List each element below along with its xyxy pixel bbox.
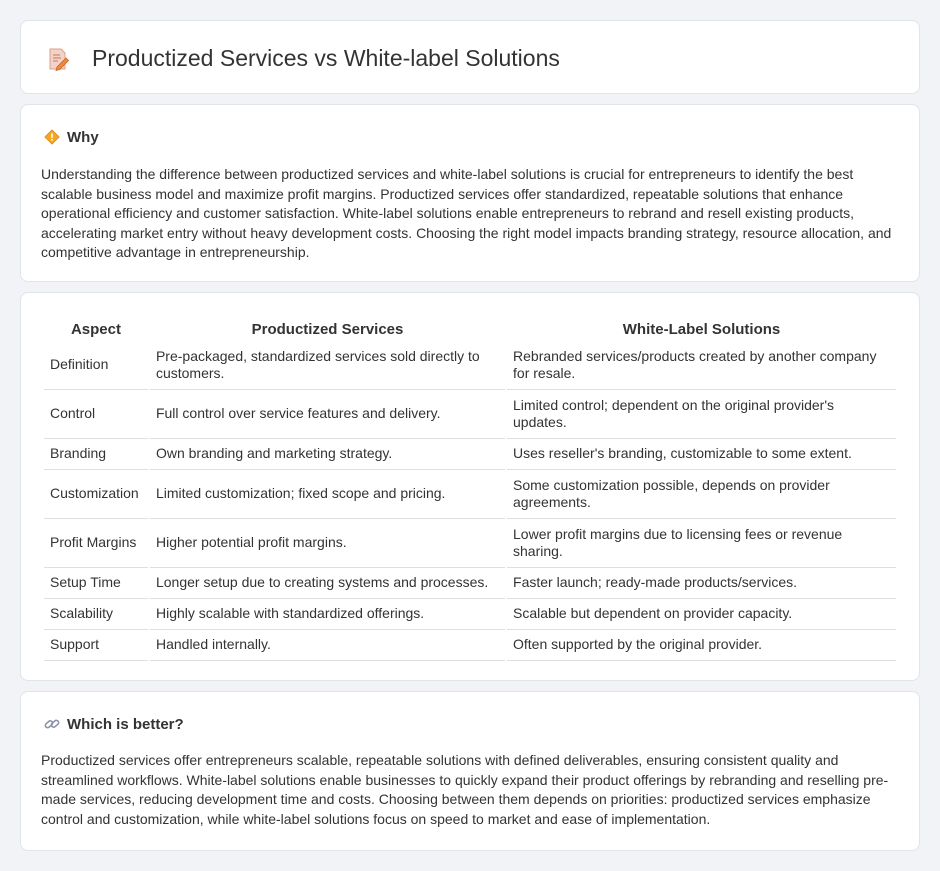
row-productized: Longer setup due to creating systems and processes. — [150, 568, 505, 599]
which-is-better-title: Which is better? — [67, 716, 184, 733]
row-white-label: Faster launch; ready-made products/services. — [507, 568, 896, 599]
row-white-label: Often supported by the original provider. — [507, 630, 896, 661]
diamond-warning-icon — [43, 128, 61, 146]
comparison-section — [20, 292, 920, 681]
why-title: Why — [67, 129, 99, 146]
why-text: Understanding the difference between productized services and white-label solutions is crucial for entrepreneurs to identify the best scalable business model and maximize profit margins. Productized services offer standardized, repeatable solutions that enhance operational efficiency and customer satisfaction. White-label solutions enable entrepreneurs to rebrand and resell existing products, accelerating market entry without heavy development costs. Choosing the right model impacts branding strategy, resource allocation, and competitive advantage in entrepreneurship. — [41, 166, 892, 261]
header-productized: Productized Services — [251, 321, 404, 338]
row-productized: Pre-packaged, standardized services sold directly to customers. — [150, 341, 505, 390]
which-is-better-section — [20, 691, 920, 851]
row-white-label: Rebranded services/products created by another company for resale. — [507, 341, 896, 390]
table-row — [44, 470, 896, 519]
row-aspect: Customization — [44, 470, 148, 519]
header-card — [20, 20, 920, 94]
row-aspect: Control — [44, 390, 148, 439]
row-productized: Own branding and marketing strategy. — [150, 439, 505, 470]
row-aspect: Definition — [44, 341, 148, 390]
row-productized: Highly scalable with standardized offerings. — [150, 599, 505, 630]
row-aspect: Setup Time — [44, 568, 148, 599]
table-row — [44, 341, 896, 390]
row-productized: Higher potential profit margins. — [150, 519, 505, 568]
row-white-label: Limited control; dependent on the original provider's updates. — [507, 390, 896, 439]
row-white-label: Some customization possible, depends on provider agreements. — [507, 470, 896, 519]
row-white-label: Scalable but dependent on provider capacity. — [507, 599, 896, 630]
table-row — [44, 568, 896, 599]
document-pencil-icon — [48, 47, 70, 71]
table-header-row — [44, 314, 896, 341]
table-row — [44, 390, 896, 439]
table-row — [44, 599, 896, 630]
row-white-label: Uses reseller's branding, customizable to some extent. — [507, 439, 896, 470]
row-white-label: Lower profit margins due to licensing fees or revenue sharing. — [507, 519, 896, 568]
table-row — [44, 630, 896, 661]
why-section — [20, 104, 920, 282]
row-aspect: Profit Margins — [44, 519, 148, 568]
row-aspect: Support — [44, 630, 148, 661]
table-row — [44, 439, 896, 470]
row-productized: Handled internally. — [150, 630, 505, 661]
page-title: Productized Services vs White-label Solutions — [92, 45, 560, 71]
header-white-label: White-Label Solutions — [622, 321, 781, 338]
row-aspect: Branding — [44, 439, 148, 470]
table-row — [44, 519, 896, 568]
row-productized: Full control over service features and delivery. — [150, 390, 505, 439]
row-productized: Limited customization; fixed scope and pricing. — [150, 470, 505, 519]
link-icon — [43, 715, 61, 733]
which-is-better-text: Productized services offer entrepreneurs scalable, repeatable solutions with defined deliverables, ensuring consistent quality and streamlined workflows. White-label solutions enable businesses to quickly expand their product offerings by rebranding and reselling pre-made services, reducing development time and costs. Choosing between them depends on priorities: productized services emphasize control and customization, while white-label solutions focus on speed to market and ease of implementation. — [41, 752, 889, 827]
header-aspect: Aspect — [70, 321, 121, 338]
row-aspect: Scalability — [44, 599, 148, 630]
comparison-table — [42, 314, 898, 661]
